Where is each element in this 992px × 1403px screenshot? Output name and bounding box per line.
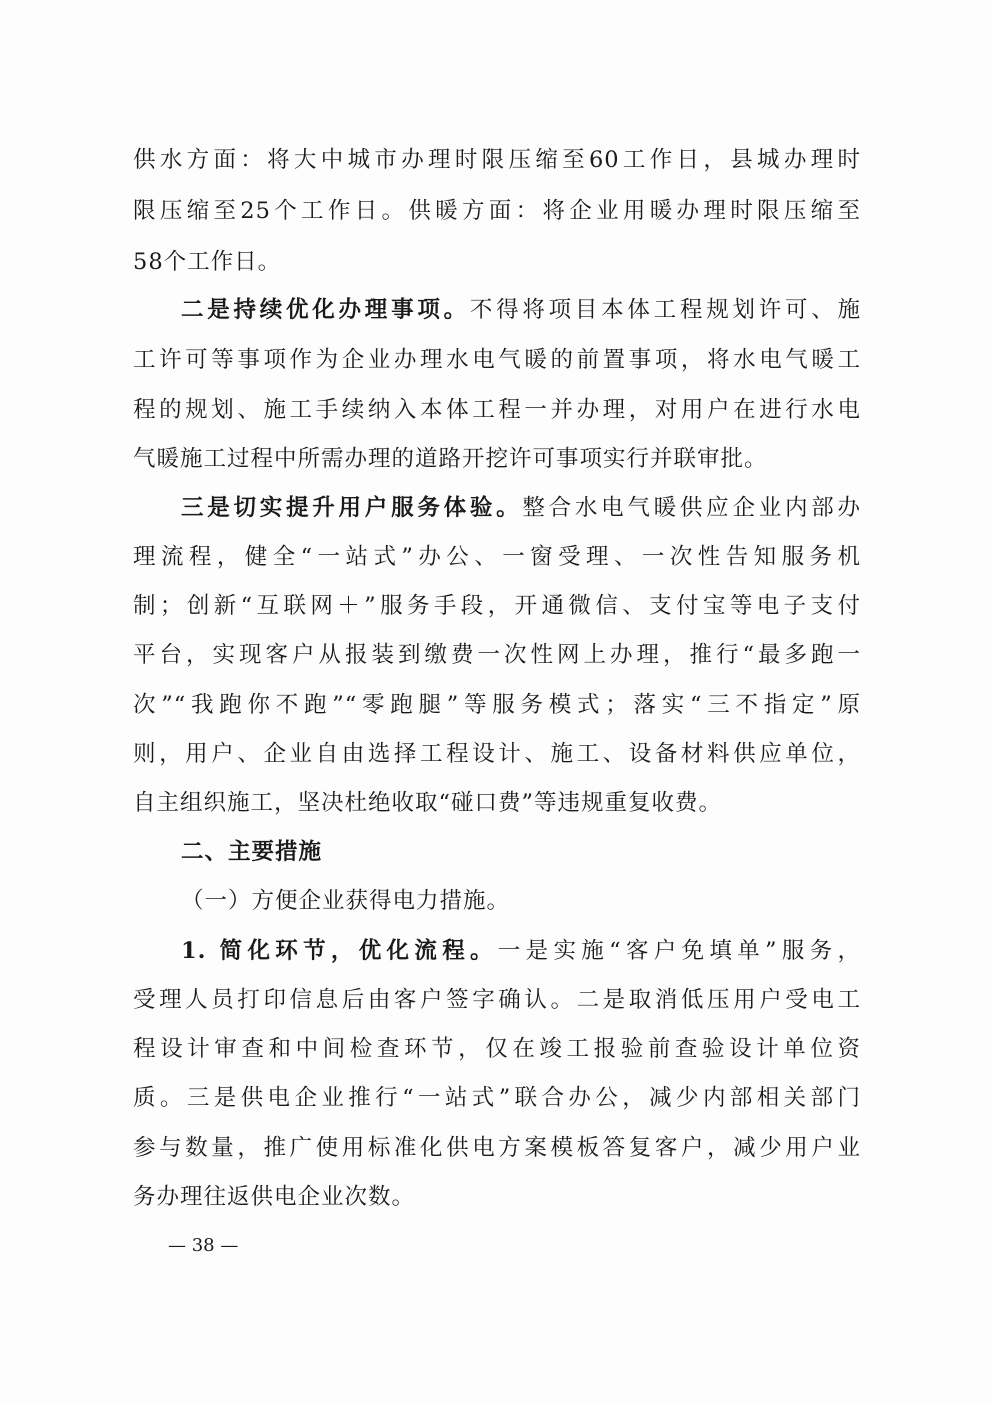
body-text-line: 程的规划、施工手续纳入本体工程一并办理，对用户在进行水电 — [133, 397, 861, 423]
body-text-line: 程设计审查和中间检查环节，仅在竣工报验前查验设计单位资 — [133, 1036, 861, 1062]
body-text-line: 平台，实现客户从报装到缴费一次性网上办理，推行“最多跑一 — [133, 642, 861, 668]
paragraph-text: 不得将项目本体工程规划许可、施 — [469, 297, 861, 323]
page-number: — 38 — — [168, 1235, 239, 1256]
paragraph-text: 一是实施“客户免填单”服务， — [497, 938, 861, 964]
body-text-line: 限压缩至25个工作日。供暖方面：将企业用暖办理时限压缩至 — [133, 198, 861, 224]
body-text-line: 58个工作日。 — [133, 249, 282, 275]
body-text-line: 受理人员打印信息后由客户签字确认。二是取消低压用户受电工 — [133, 987, 861, 1013]
item-heading: 1. 简化环节，优化流程。 — [181, 938, 498, 964]
body-text-line: 工许可等事项作为企业办理水电气暖的前置事项，将水电气暖工 — [133, 347, 861, 373]
body-text-line — [181, 292, 861, 328]
body-text-line: 质。三是供电企业推行“一站式”联合办公，减少内部相关部门 — [133, 1085, 861, 1111]
section-heading: 二、主要措施 — [181, 839, 323, 865]
subsection-heading: （一）方便企业获得电力措施。 — [181, 888, 511, 914]
paragraph-lead: 二是持续优化办理事项。 — [181, 297, 470, 323]
body-text-line: 务办理往返供电企业次数。 — [133, 1184, 416, 1210]
body-text-line: 次”“我跑你不跑”“零跑腿”等服务模式；落实“三不指定”原 — [133, 692, 861, 718]
paragraph-lead: 三是切实提升用户服务体验。 — [181, 495, 523, 521]
body-text-line: 气暖施工过程中所需办理的道路开挖许可事项实行并联审批。 — [133, 446, 768, 472]
body-text-line: 自主组织施工，坚决杜绝收取“碰口费”等违规重复收费。 — [133, 790, 723, 816]
body-text-line: 供水方面：将大中城市办理时限压缩至60工作日，县城办理时 — [133, 147, 861, 173]
body-text-line: 理流程，健全“一站式”办公、一窗受理、一次性告知服务机 — [133, 544, 861, 570]
body-text-line: 参与数量，推广使用标准化供电方案模板答复客户，减少用户业 — [133, 1135, 861, 1161]
body-text-line: 则，用户、企业自由选择工程设计、施工、设备材料供应单位， — [133, 741, 861, 767]
paragraph-text: 整合水电气暖供应企业内部办 — [522, 495, 861, 521]
body-text-line — [181, 933, 861, 969]
body-text-line — [181, 490, 861, 526]
body-text-line: 制；创新“互联网＋”服务手段，开通微信、支付宝等电子支付 — [133, 593, 861, 619]
